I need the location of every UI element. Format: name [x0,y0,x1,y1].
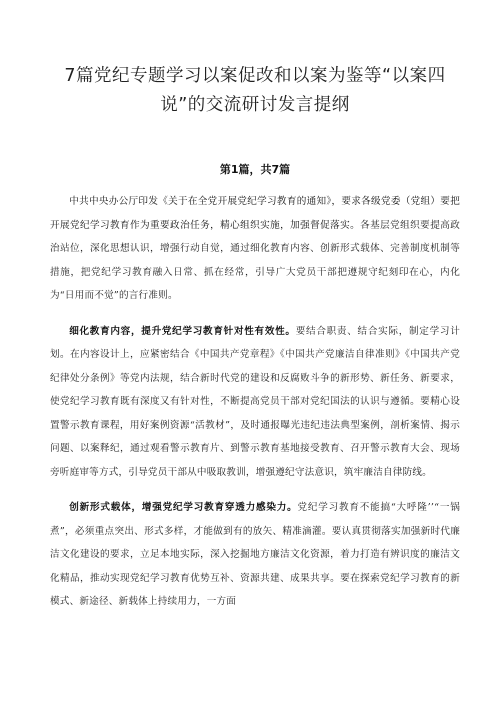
paragraph-1-body: 各基层党组织要提高政治站位，深化思想认识，增强行动自觉，通过细化教育内容、创新形式载体、完善制度机制等措施，把党纪学习教育融入日常、抓在经常，引导广大党员干部把遵规守纪刻印在心，内化为“日用而不觉”的言行准则。 [50,219,460,301]
part-heading: 第1篇，共7篇 [219,163,291,176]
paragraph-1 [50,190,460,308]
paragraph-2-lead: 细化教育内容，提升党纪学习教育针对性有效性。 [69,325,296,337]
paragraph-2-body: 要结合职责、结合实际，制定学习计划。在内容设计上，应紧密结合《中国共产党章程》《中国共产党廉洁自律准则》《中国共产党纪律处分条例》等党内法规，结合新时代党的建设和反腐败斗争的新形势、新任务、新要求，使党纪学习教育既有深度又有针对性，不断提高党员干部对党纪国法的认识与遵循。要精心设置警示教育课程，用好案例资源“活教材”，及时通报曝光违纪违法典型案例，剖析案情、揭示问题、以案释纪，通过观看警示教育片、到警示教育基地接受教育、召开警示教育大会、现场旁听庭审等方式，引导党员干部从中吸取教训，增强遵纪守法意识，筑牢廉洁自律防线。 [50,325,460,478]
paragraph-1-lead: 中共中央办公厅印发《关于在全党开展党纪学习教育的通知》，要求各级党委（党组）要把开展党纪学习教育作为重要政治任务，精心组织实施，加强督促落实。 [50,196,460,231]
paragraph-2 [50,320,460,485]
paragraph-3-lead: 创新形式载体，增强党纪学习教育穿透力感染力。 [69,502,298,513]
paragraph-3 [50,496,460,614]
document-title: 7篇党纪专题学习以案促改和以案为鉴等“以案四说”的交流研讨发言提纲 [64,66,446,115]
paragraph-3-body: 党纪学习教育不能搞“大呼隆’’“一锅煮”，必须重点突出、形式多样，才能做到有的放矢、精准滴灌。要认真贯彻落实加强新时代廉洁文化建设的要求，立足本地实际，深入挖掘地方廉洁文化资源，着力打造有辨识度的廉洁文化精品，推动实现党纪学习教育优势互补、资源共建、成果共享。要在探索党纪学习教育的新模式、新途径、新载体上持续用力，一方面 [50,502,460,607]
